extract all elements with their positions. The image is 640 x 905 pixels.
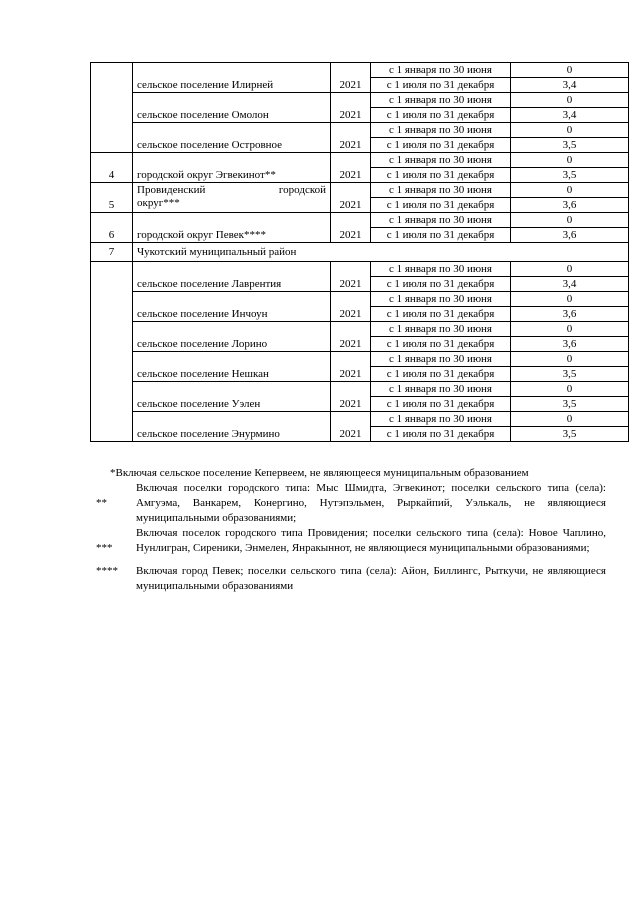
- tariff-table-body: [91, 63, 629, 442]
- table-row: [91, 292, 629, 307]
- settlement-name: [133, 183, 331, 213]
- year-cell: 2021: [331, 153, 371, 183]
- year-cell: 2021: [331, 183, 371, 213]
- rate-first-half: 0: [511, 93, 629, 108]
- period-first-half: с 1 января по 30 июня: [371, 262, 511, 277]
- period-first-half: с 1 января по 30 июня: [371, 153, 511, 168]
- year-cell: 2021: [331, 93, 371, 123]
- table-row: [91, 123, 629, 138]
- rate-first-half: 0: [511, 352, 629, 367]
- rate-first-half: 0: [511, 412, 629, 427]
- year-cell: 2021: [331, 213, 371, 243]
- footnote-3: [96, 526, 606, 556]
- period-second-half: с 1 июля по 31 декабря: [371, 397, 511, 412]
- rate-second-half: 3,6: [511, 228, 629, 243]
- rate-second-half: 3,6: [511, 307, 629, 322]
- footnote-3-text: Включая поселок городского типа Провидения; поселки сельского типа (села): Новое Чаплино, Нунлигран, Сиреники, Энмелен, Янракыннот, не являющиеся муниципальными образованиями;: [136, 527, 606, 554]
- footnote-4-mark: ****: [96, 565, 118, 577]
- period-second-half: с 1 июля по 31 декабря: [371, 198, 511, 213]
- period-first-half: с 1 января по 30 июня: [371, 123, 511, 138]
- row-number: 6: [91, 213, 133, 243]
- year-cell: 2021: [331, 292, 371, 322]
- year-cell: 2021: [331, 123, 371, 153]
- rate-second-half: 3,6: [511, 337, 629, 352]
- name-part: городской: [278, 184, 326, 196]
- rate-first-half: 0: [511, 183, 629, 198]
- row-number: 7: [91, 243, 133, 262]
- year-cell: 2021: [331, 63, 371, 93]
- district-name: Чукотский муниципальный район: [133, 243, 629, 262]
- table-row: [91, 382, 629, 397]
- rate-second-half: 3,6: [511, 198, 629, 213]
- period-second-half: с 1 июля по 31 декабря: [371, 228, 511, 243]
- rate-first-half: 0: [511, 262, 629, 277]
- footnote-3-mark: ***: [96, 542, 113, 554]
- settlement-name: сельское поселение Илирней: [133, 63, 331, 93]
- rate-second-half: 3,5: [511, 397, 629, 412]
- rate-first-half: 0: [511, 382, 629, 397]
- settlement-name: городской округ Певек****: [133, 213, 331, 243]
- district-header-row: [91, 243, 629, 262]
- settlement-name: сельское поселение Энурмино: [133, 412, 331, 442]
- rate-second-half: 3,4: [511, 78, 629, 93]
- table-row: [91, 262, 629, 277]
- period-first-half: с 1 января по 30 июня: [371, 213, 511, 228]
- year-cell: 2021: [331, 352, 371, 382]
- rate-first-half: 0: [511, 322, 629, 337]
- footnote-2: [96, 481, 606, 526]
- footnote-1: *Включая сельское поселение Кепервеем, не являющееся муниципальным образованием: [110, 467, 529, 479]
- year-cell: 2021: [331, 412, 371, 442]
- period-second-half: с 1 июля по 31 декабря: [371, 168, 511, 183]
- table-row: [91, 153, 629, 168]
- rate-first-half: 0: [511, 63, 629, 78]
- period-second-half: с 1 июля по 31 декабря: [371, 108, 511, 123]
- period-first-half: с 1 января по 30 июня: [371, 352, 511, 367]
- period-second-half: с 1 июля по 31 декабря: [371, 138, 511, 153]
- footnote-2-text: Включая поселки городского типа: Мыс Шмидта, Эгвекинот; поселки сельского типа (села): Амгуэма, Ванкарем, Конергино, Нутэпэльмен, Рыркайпий, Уэлькаль, не являющиеся муниципальными образованиями;: [136, 482, 606, 524]
- table-row: [91, 352, 629, 367]
- period-first-half: с 1 января по 30 июня: [371, 183, 511, 198]
- row-number-blank: [91, 262, 133, 442]
- period-second-half: с 1 июля по 31 декабря: [371, 427, 511, 442]
- settlement-name: сельское поселение Лорино: [133, 322, 331, 352]
- period-second-half: с 1 июля по 31 декабря: [371, 337, 511, 352]
- rate-second-half: 3,4: [511, 108, 629, 123]
- table-row: [91, 183, 629, 198]
- table-row: [91, 63, 629, 78]
- rate-first-half: 0: [511, 292, 629, 307]
- settlement-name: сельское поселение Инчоун: [133, 292, 331, 322]
- period-first-half: с 1 января по 30 июня: [371, 292, 511, 307]
- footnote-2-mark: **: [96, 497, 107, 509]
- name-part: Провиденский: [137, 184, 206, 196]
- period-first-half: с 1 января по 30 июня: [371, 322, 511, 337]
- rate-first-half: 0: [511, 123, 629, 138]
- period-first-half: с 1 января по 30 июня: [371, 382, 511, 397]
- settlement-name: городской округ Эгвекинот**: [133, 153, 331, 183]
- rate-first-half: 0: [511, 153, 629, 168]
- period-first-half: с 1 января по 30 июня: [371, 412, 511, 427]
- rate-second-half: 3,4: [511, 277, 629, 292]
- year-cell: 2021: [331, 382, 371, 412]
- period-first-half: с 1 января по 30 июня: [371, 93, 511, 108]
- row-number: 4: [91, 153, 133, 183]
- footnote-4: [96, 564, 606, 594]
- period-second-half: с 1 июля по 31 декабря: [371, 307, 511, 322]
- rate-second-half: 3,5: [511, 427, 629, 442]
- period-second-half: с 1 июля по 31 декабря: [371, 277, 511, 292]
- year-cell: 2021: [331, 262, 371, 292]
- footnotes: [96, 466, 606, 594]
- settlement-name: сельское поселение Уэлен: [133, 382, 331, 412]
- table-row: [91, 213, 629, 228]
- period-second-half: с 1 июля по 31 декабря: [371, 78, 511, 93]
- period-first-half: с 1 января по 30 июня: [371, 63, 511, 78]
- name-part: округ***: [137, 197, 180, 209]
- tariff-table: [90, 62, 629, 442]
- period-second-half: с 1 июля по 31 декабря: [371, 367, 511, 382]
- row-number: 5: [91, 183, 133, 213]
- rate-second-half: 3,5: [511, 138, 629, 153]
- settlement-name: сельское поселение Островное: [133, 123, 331, 153]
- rate-first-half: 0: [511, 213, 629, 228]
- settlement-name: сельское поселение Лаврентия: [133, 262, 331, 292]
- year-cell: 2021: [331, 322, 371, 352]
- settlement-name: сельское поселение Нешкан: [133, 352, 331, 382]
- row-number-continued: [91, 63, 133, 153]
- settlement-name: сельское поселение Омолон: [133, 93, 331, 123]
- table-row: [91, 412, 629, 427]
- footnote-4-text: Включая город Певек; поселки сельского типа (села): Айон, Биллингс, Рыткучи, не являющиеся муниципальными образованиями: [136, 565, 606, 592]
- rate-second-half: 3,5: [511, 168, 629, 183]
- rate-second-half: 3,5: [511, 367, 629, 382]
- table-row: [91, 93, 629, 108]
- table-row: [91, 322, 629, 337]
